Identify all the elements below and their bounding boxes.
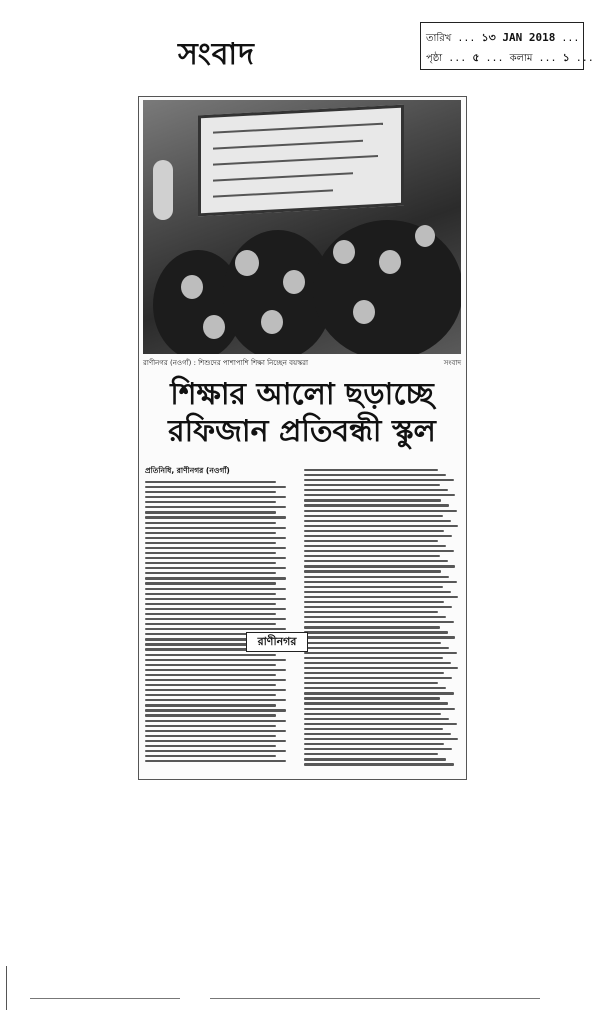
body-text-line <box>145 709 286 711</box>
body-text-line <box>145 760 286 762</box>
body-text-line <box>304 520 451 522</box>
body-text-line <box>145 552 276 554</box>
body-text-line <box>145 516 286 518</box>
body-text-line <box>145 714 276 716</box>
body-text-line <box>145 735 276 737</box>
body-text-line <box>304 565 455 567</box>
body-text-line <box>304 652 457 654</box>
body-text-line <box>304 626 440 628</box>
body-text-line <box>304 479 454 481</box>
body-text-line <box>304 484 440 486</box>
body-text-line <box>304 616 446 618</box>
body-text-line <box>145 481 276 483</box>
page-label: পৃষ্ঠা <box>426 53 443 64</box>
body-text-line <box>304 672 444 674</box>
body-text-line <box>304 504 449 506</box>
body-text-line <box>145 669 286 671</box>
body-text-line <box>145 532 276 534</box>
photo-caption-text: রাণীনগর (নওগাঁ) : শিশুদের পাশাপাশি শিক্ষা নিচ্ছেন বয়স্করা <box>143 359 309 367</box>
body-text-line <box>145 506 286 508</box>
body-text-line <box>145 628 286 630</box>
body-text-line <box>145 567 286 569</box>
body-text-line <box>145 618 286 620</box>
body-text-line <box>304 581 457 583</box>
body-text-line <box>304 748 452 750</box>
body-text-line <box>304 540 438 542</box>
body-text-line <box>304 733 451 735</box>
body-text-line <box>145 588 286 590</box>
body-text-line <box>304 601 444 603</box>
body-text-line <box>145 720 286 722</box>
body-text-line <box>145 562 276 564</box>
page-edge-line <box>30 998 180 999</box>
body-text-line <box>145 511 276 513</box>
page-edge-mark <box>6 966 7 1010</box>
body-text-line <box>304 702 448 704</box>
date-value: ১৩ JAN 2018 <box>481 31 556 44</box>
body-text-line <box>304 713 441 715</box>
date-row: তারিখ ... ১৩ JAN 2018 ... <box>426 31 580 44</box>
body-text-line <box>145 740 286 742</box>
body-text-line <box>304 723 457 725</box>
body-text-line <box>145 689 286 691</box>
body-text-line <box>304 682 438 684</box>
body-text-line <box>304 738 458 740</box>
body-text-line <box>145 491 276 493</box>
body-text-line <box>304 728 443 730</box>
body-text-line <box>304 535 452 537</box>
body-text-line <box>304 474 446 476</box>
body-text-line <box>145 598 286 600</box>
body-text-line <box>304 763 454 765</box>
column-label: কলাম <box>509 53 533 64</box>
body-text-line <box>304 753 438 755</box>
body-text-line <box>145 725 276 727</box>
body-text-line <box>304 662 451 664</box>
page-value: ৫ <box>472 51 480 64</box>
body-text-line <box>304 743 444 745</box>
body-text-line <box>304 606 452 608</box>
body-text-line <box>145 613 276 615</box>
body-text-line <box>304 499 441 501</box>
body-text-line <box>145 674 276 676</box>
body-text-line <box>304 555 440 557</box>
date-label: তারিখ <box>426 33 452 44</box>
headline-line-1: শিক্ষার আলো ছড়াচ্ছে <box>170 377 434 412</box>
body-text-line <box>304 657 443 659</box>
body-text-line <box>304 515 443 517</box>
body-text-line <box>145 537 286 539</box>
body-text-line <box>145 684 276 686</box>
body-text-line <box>145 654 276 656</box>
body-text-line <box>145 694 276 696</box>
body-text-line <box>145 750 286 752</box>
body-text-line <box>145 623 276 625</box>
body-text-line <box>145 755 276 757</box>
body-text-line <box>304 510 457 512</box>
photo-credit: সংবাদ <box>443 359 461 367</box>
body-text-line <box>304 708 455 710</box>
body-text-line <box>304 621 454 623</box>
body-text-line <box>304 586 443 588</box>
body-text-line <box>145 486 286 488</box>
body-text-line <box>304 718 449 720</box>
headline-line-2: রফিজান প্রতিবন্ধী স্কুল <box>168 414 436 449</box>
blackboard <box>198 105 404 217</box>
body-text-line <box>304 489 448 491</box>
body-text-line <box>304 642 441 644</box>
article-photo <box>143 100 461 354</box>
body-text-line <box>145 522 276 524</box>
body-text-line <box>304 636 455 638</box>
page-edge-line <box>210 998 540 999</box>
body-text-line <box>304 611 438 613</box>
body-text-line <box>145 603 276 605</box>
date-stamp <box>420 22 594 70</box>
body-text-line <box>145 582 276 584</box>
body-text-line <box>145 501 276 503</box>
body-text-line <box>145 547 286 549</box>
body-text-line <box>145 704 276 706</box>
body-text-line <box>145 745 276 747</box>
column-value: ১ <box>562 51 570 64</box>
body-text-line <box>304 647 449 649</box>
body-text-line <box>304 692 454 694</box>
body-text-line <box>145 542 276 544</box>
body-text-line <box>145 572 276 574</box>
body-text-line <box>304 570 441 572</box>
body-text-line <box>304 631 448 633</box>
body-text-line <box>304 545 446 547</box>
body-text-line <box>304 525 458 527</box>
body-text-line <box>145 679 286 681</box>
body-text-line <box>304 530 444 532</box>
body-text-line <box>145 527 286 529</box>
body-text-line <box>145 577 286 579</box>
body-text-line <box>145 593 276 595</box>
body-text-line <box>304 697 440 699</box>
article-column-right <box>304 466 460 770</box>
body-text-line <box>304 469 438 471</box>
body-text-line <box>145 699 286 701</box>
body-text-line <box>304 687 446 689</box>
article-column-left <box>145 466 297 770</box>
body-text-line <box>145 557 286 559</box>
photo-caption <box>143 357 461 369</box>
body-text-line <box>304 576 449 578</box>
body-text-line <box>304 758 446 760</box>
body-text-line <box>145 608 286 610</box>
body-text-line <box>304 560 448 562</box>
body-text-line <box>304 550 454 552</box>
body-text-line <box>145 659 286 661</box>
body-text-line <box>145 664 276 666</box>
body-text-line <box>304 667 458 669</box>
body-text-line <box>304 494 455 496</box>
page-column-row: পৃষ্ঠা ... ৫ ... কলাম ... ১ ... <box>426 51 594 64</box>
body-text-line <box>304 596 458 598</box>
article-byline: প্রতিনিধি, রাণীনগর (নওগাঁ) <box>145 466 230 475</box>
inset-location-label: রাণীনগর <box>246 632 308 652</box>
body-text-line <box>145 496 286 498</box>
body-text-line <box>304 591 451 593</box>
newspaper-name: সংবাদ <box>178 37 255 72</box>
body-text-line <box>145 730 286 732</box>
body-text-line <box>304 677 452 679</box>
article-headline <box>150 376 454 450</box>
